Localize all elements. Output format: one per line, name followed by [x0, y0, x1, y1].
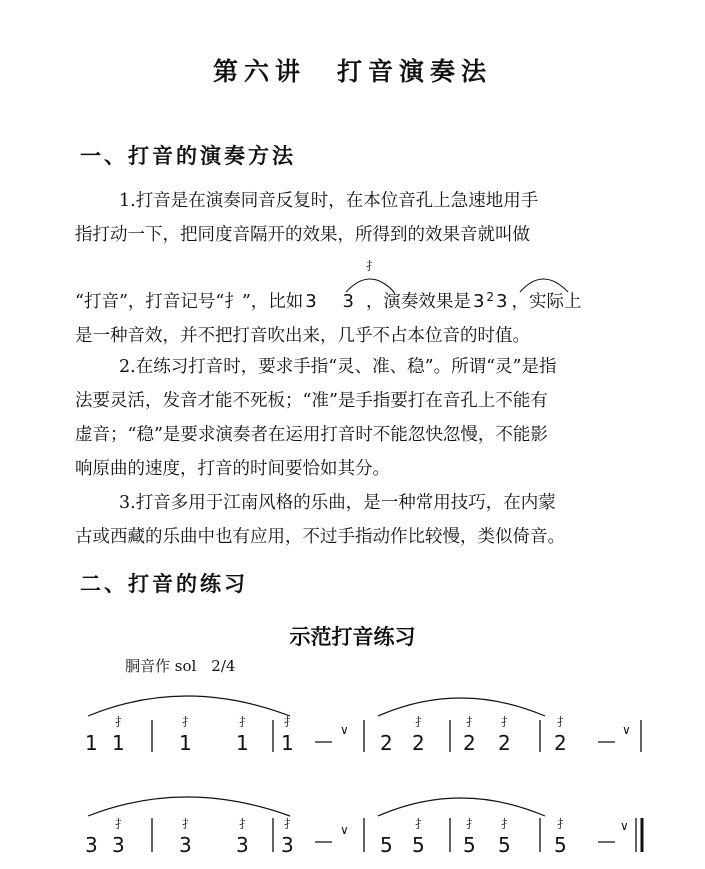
slur-arc: [88, 696, 290, 716]
note: 5: [498, 833, 511, 857]
paragraph-3-line-1: 3.打音多用于江南风格的乐曲，是一种常用技巧，在内蒙: [119, 493, 556, 513]
section-heading-1: 一、打音的演奏方法: [80, 143, 296, 168]
tap-mark: 扌: [466, 715, 479, 729]
note: 5: [412, 833, 425, 857]
note: 2: [412, 731, 425, 755]
paragraph-1-line-3-middle: ，演奏效果是: [365, 292, 471, 312]
breath-mark: ∨: [622, 723, 631, 737]
paragraph-3-line-2: 古或西藏的乐曲中也有应用，不过手指动作比较慢，类似倚音。: [75, 527, 565, 547]
slur-arc: [88, 797, 290, 816]
paragraph-1-line-2: 指打动一下，把同度音隔开的效果，所得到的效果音就叫做: [75, 225, 530, 245]
note: 1: [112, 731, 125, 755]
paragraph-2-line-3: 虚音；“稳”是要求演奏者在运用打音时不能忽快忽慢，不能影: [75, 425, 548, 445]
note: 2: [380, 731, 393, 755]
note: 1: [281, 731, 294, 755]
note: 1: [236, 731, 249, 755]
paragraph-1-line-1: 1.打音是在演奏同音反复时，在本位音孔上急速地用手: [119, 191, 539, 211]
tap-mark: 扌: [284, 715, 297, 729]
tap-mark: 扌: [415, 817, 428, 831]
inline-notation-marks: [346, 258, 568, 292]
note: 3: [236, 833, 249, 857]
paragraph-1-line-3-before: “打音”，打音记号“扌”，比如: [75, 292, 304, 312]
paragraph-2-line-1: 2.在练习打音时，要求手指“灵、准、稳”。所谓“灵”是指: [119, 357, 557, 377]
note: 2: [554, 731, 567, 755]
note: 2: [463, 731, 476, 755]
tap-mark: 扌: [557, 715, 570, 729]
tap-mark: 扌: [182, 817, 195, 831]
breath-mark: ∨: [340, 723, 349, 737]
effect-note-end: 3: [496, 291, 510, 312]
score-row-2: [85, 797, 642, 857]
note: 3: [179, 833, 192, 857]
tuning-marking: 胴音作 sol 2/4: [125, 657, 236, 675]
tap-mark: 扌: [466, 817, 479, 831]
slur-arc: [378, 798, 545, 816]
paragraph-1-line-3-after: ，实际上: [511, 292, 582, 312]
page-title: 第六讲 打音演奏法: [212, 57, 492, 86]
slur-arc: [378, 698, 545, 716]
tap-mark: 扌: [115, 715, 128, 729]
tap-mark: 扌: [557, 817, 570, 831]
note: 3: [112, 833, 125, 857]
effect-grace-note: 2: [486, 290, 497, 304]
tap-mark: 扌: [239, 715, 252, 729]
note: 1: [85, 731, 98, 755]
tap-mark: 扌: [501, 817, 514, 831]
example-title: 示范打音练习: [289, 625, 416, 649]
inline-slur: [346, 279, 394, 292]
tap-mark: 扌: [284, 817, 297, 831]
paragraph-1-line-4: 是一种音效，并不把打音吹出来，几乎不占本位音的时值。: [75, 326, 530, 346]
note: 5: [380, 833, 393, 857]
paragraph-2-line-4: 响原曲的速度，打音的时间要恰如其分。: [75, 459, 390, 479]
tap-mark: 扌: [182, 715, 195, 729]
effect-note-start: 3: [472, 291, 487, 312]
tap-mark: 扌: [239, 817, 252, 831]
tap-mark: 扌: [115, 817, 128, 831]
note: 3: [85, 833, 98, 857]
breath-mark: ∨: [620, 819, 629, 833]
tap-mark: 扌: [415, 715, 428, 729]
note: 1: [179, 731, 192, 755]
score-row-1: [85, 696, 641, 755]
note: 5: [463, 833, 476, 857]
inline-slur: [520, 279, 568, 292]
section-heading-2: 二、打音的练习: [80, 571, 248, 596]
tap-notation-example: 3 3: [305, 291, 364, 312]
note: 2: [498, 731, 511, 755]
paragraph-2-line-2: 法要灵活，发音才能不死板；“准”是手指要打在音孔上不能有: [75, 391, 548, 411]
note: 5: [554, 833, 567, 857]
breath-mark: ∨: [340, 823, 349, 837]
note: 3: [281, 833, 294, 857]
tap-mark: 扌: [501, 715, 514, 729]
inline-tap-mark: 扌: [366, 259, 379, 273]
